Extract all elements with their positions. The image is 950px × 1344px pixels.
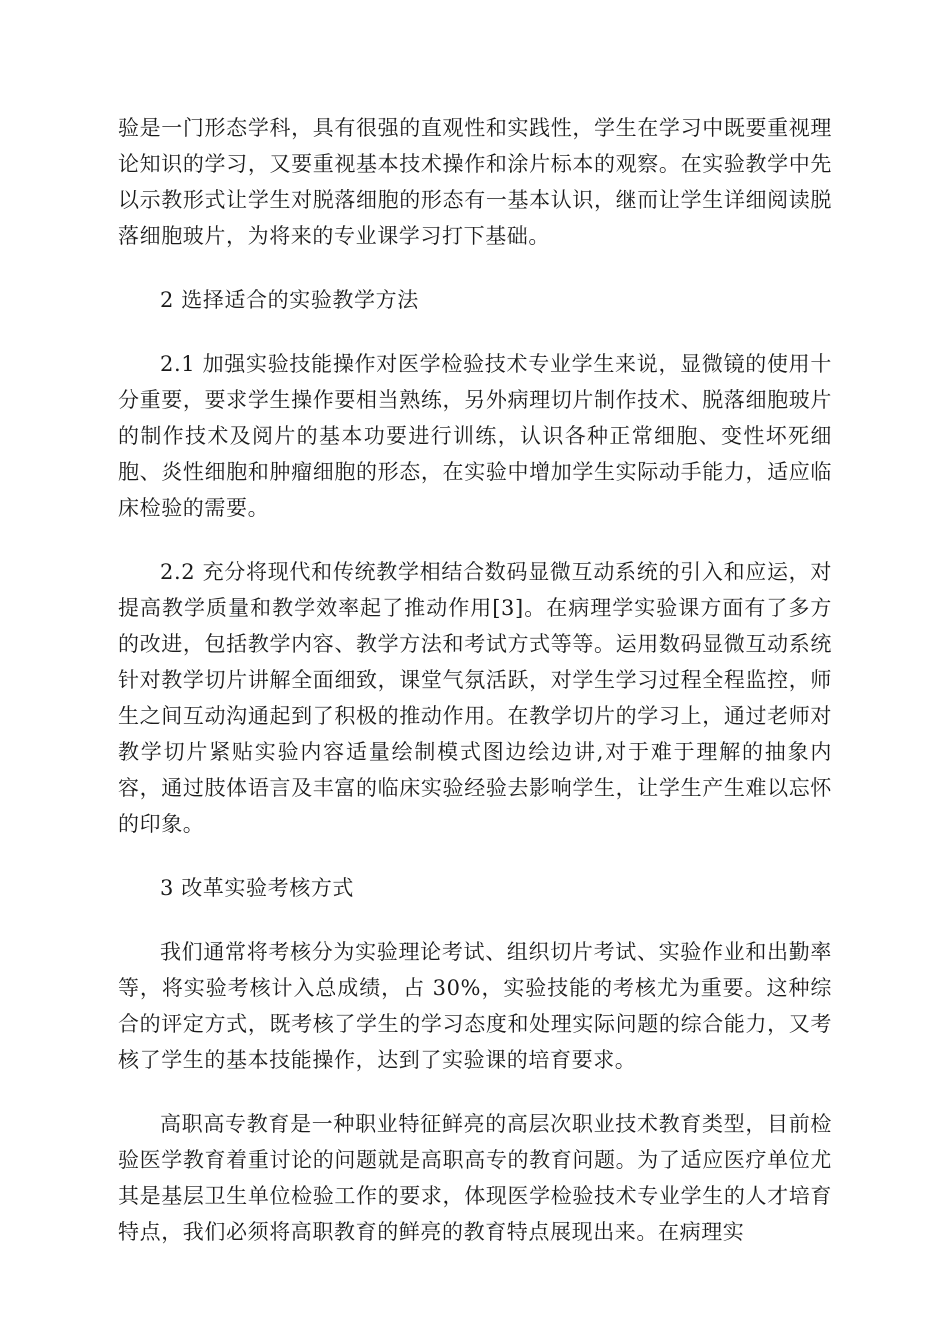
paragraph-intro-continuation: 验是一门形态学科，具有很强的直观性和实践性，学生在学习中既要重视理论知识的学习，又要重视基本技术操作和涂片标本的观察。在实验教学中先以示教形式让学生对脱落细胞的形态有一基本认识，继而让学生详细阅读脱落细胞玻片，为将来的专业课学习打下基础。 (118, 116, 832, 248)
paragraph-2-2: 2.2 充分将现代和传统教学相结合数码显微互动系统的引入和应运，对提高教学质量和教学效率起了推动作用[3]。在病理学实验课方面有了多方的改进，包括教学内容、教学方法和考试方式等等。运用数码显微互动系统针对教学切片讲解全面细致，课堂气氛活跃，对学生学习过程全程监控，师生之间互动沟通起到了积极的推动作用。在教学切片的学习上，通过老师对教学切片紧贴实验内容适量绘制模式图边绘边讲,对于难于理解的抽象内容，通过肢体语言及丰富的临床实验经验去影响学生，让学生产生难以忘怀的印象。 (118, 560, 832, 836)
paragraph-2-1: 2.1 加强实验技能操作对医学检验技术专业学生来说，显微镜的使用十分重要，要求学生操作要相当熟练，另外病理切片制作技术、脱落细胞玻片的制作技术及阅片的基本功要进行训练，认识各种正常细胞、变性坏死细胞、炎性细胞和肿瘤细胞的形态，在实验中增加学生实际动手能力，适应临床检验的需要。 (118, 352, 832, 520)
paragraph-assessment: 我们通常将考核分为实验理论考试、组织切片考试、实验作业和出勤率等，将实验考核计入总成绩，占 30%，实验技能的考核尤为重要。这种综合的评定方式，既考核了学生的学习态度和处理实际问题的综合能力，又考核了学生的基本技能操作，达到了实验课的培育要求。 (118, 940, 832, 1072)
section-heading-3: 3 改革实验考核方式 (160, 876, 355, 900)
section-heading-2: 2 选择适合的实验教学方法 (160, 288, 419, 312)
paragraph-higher-vocational: 高职高专教育是一种职业特征鲜亮的高层次职业技术教育类型，目前检验医学教育着重讨论的问题就是高职高专的教育问题。为了适应医疗单位尤其是基层卫生单位检验工作的要求，体现医学检验技术专业学生的人才培育特点，我们必须将高职教育的鲜亮的教育特点展现出来。在病理实 (118, 1112, 832, 1244)
document-body (118, 110, 832, 1278)
